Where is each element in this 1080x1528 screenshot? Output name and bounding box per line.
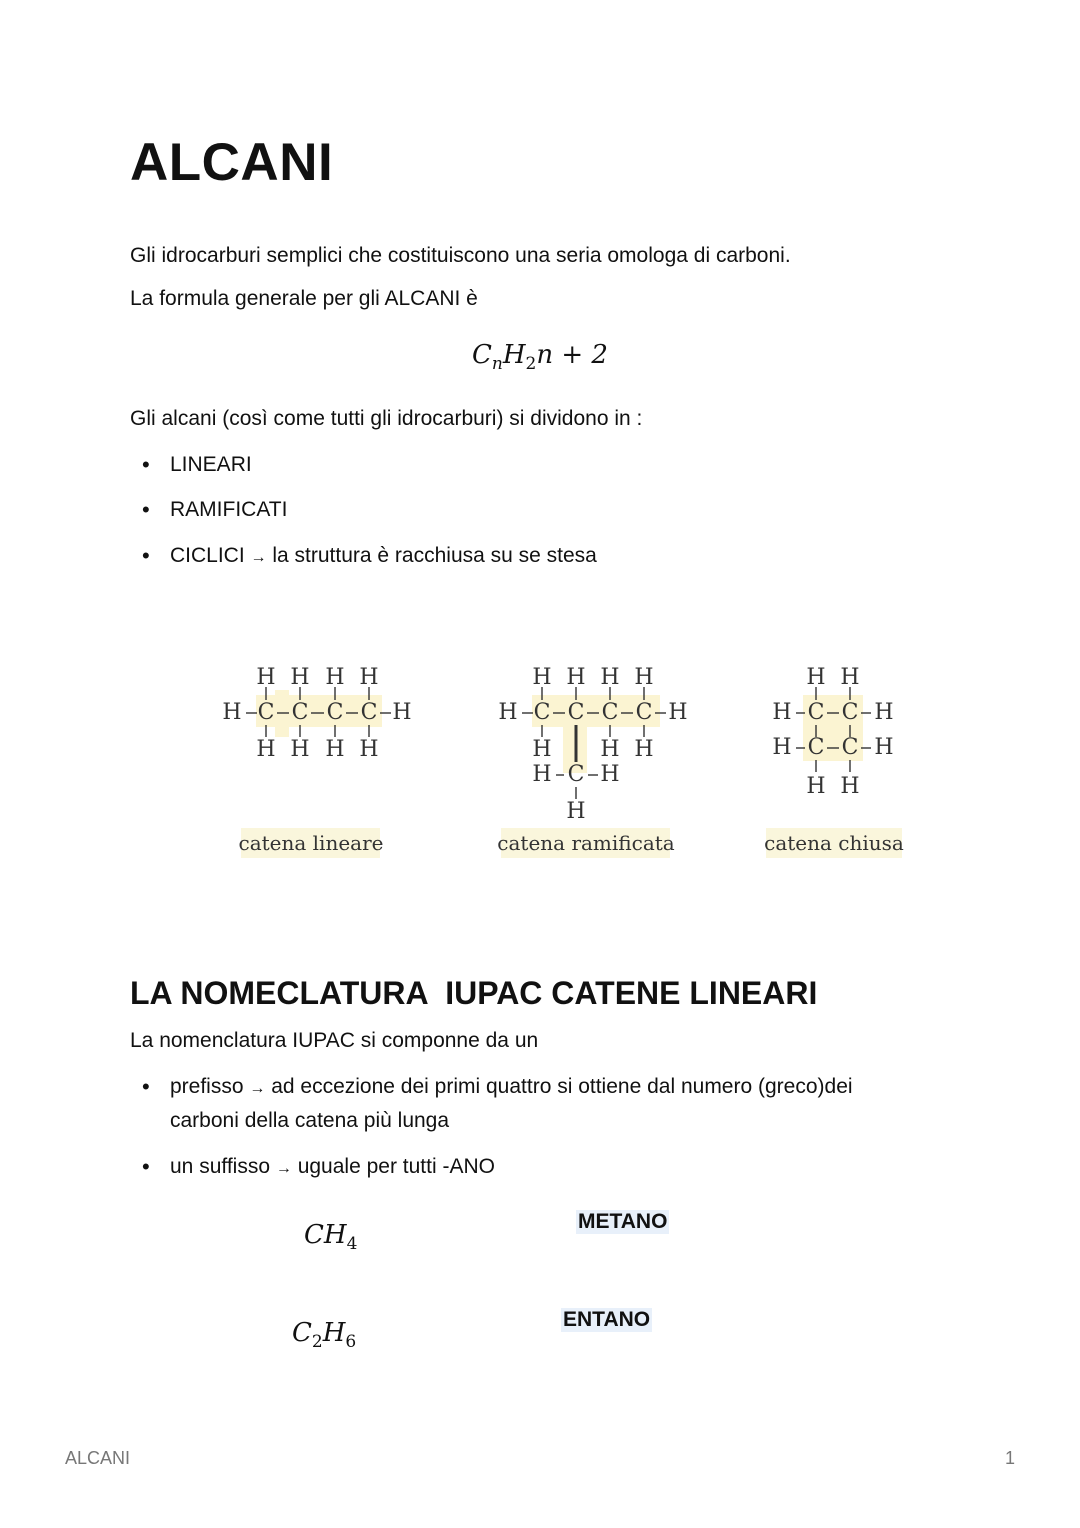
- hydrogen-atom: H: [668, 700, 688, 725]
- carbon-atom: C: [291, 700, 309, 725]
- carbon-atom: C: [841, 700, 859, 725]
- hydrogen-atom: H: [532, 737, 552, 762]
- intro-line-1: Gli idrocarburi semplici che costituiscono una seria omologa di carboni.: [130, 244, 791, 267]
- hydrogen-atom: H: [256, 737, 276, 762]
- hydrogen-atom: H: [325, 665, 345, 690]
- list-item: • prefisso → ad eccezione dei primi quattro si ottiene dal numero (greco)dei carboni della catena più lunga: [130, 1071, 910, 1137]
- name-methane: METANO: [578, 1210, 668, 1233]
- hydrogen-atom: H: [600, 762, 620, 787]
- hydrogen-atom: H: [498, 700, 518, 725]
- hydrogen-atom: H: [256, 665, 276, 690]
- carbon-atom: C: [533, 700, 551, 725]
- hydrogen-atom: H: [566, 665, 586, 690]
- list-item: • LINEARI: [130, 449, 910, 481]
- list-item: • RAMIFICATI: [130, 494, 910, 526]
- carbon-atom: C: [807, 735, 825, 760]
- section-heading-nomenclature: LA NOMECLATURA IUPAC CATENE LINEARI: [130, 975, 818, 1011]
- carbon-atom: C: [601, 700, 619, 725]
- arrow-icon: →: [275, 1160, 292, 1177]
- name-ethane: ENTANO: [563, 1308, 651, 1331]
- carbon-atom: C: [841, 735, 859, 760]
- formula-ethane: $C_2H_6$: [292, 1318, 357, 1353]
- list-item: • CICLICI → la struttura è racchiusa su se stesa: [130, 540, 910, 574]
- page-title: ALCANI: [130, 133, 334, 192]
- hydrogen-atom: H: [840, 665, 860, 690]
- caption-linear: catena lineare: [238, 831, 384, 855]
- hydrogen-atom: H: [772, 735, 792, 760]
- carbon-atom: C: [807, 700, 825, 725]
- nomenclature-list: [130, 1071, 910, 1185]
- hydrogen-atom: H: [290, 737, 310, 762]
- carbon-atom: C: [567, 700, 585, 725]
- hydrogen-atom: H: [874, 700, 894, 725]
- carbon-atom: C: [635, 700, 653, 725]
- hydrogen-atom: H: [359, 665, 379, 690]
- caption-branched: catena ramificata: [497, 831, 675, 855]
- hydrogen-atom: H: [874, 735, 894, 760]
- hydrogen-atom: H: [600, 665, 620, 690]
- arrow-icon: →: [249, 1080, 266, 1097]
- carbon-atom: C: [257, 700, 275, 725]
- carbon-atom: C: [567, 762, 585, 787]
- arrow-icon: →: [250, 549, 267, 566]
- hydrogen-atom: H: [600, 737, 620, 762]
- hydrogen-atom: H: [532, 665, 552, 690]
- division-intro: Gli alcani (così come tutti gli idrocarburi) si dividono in :: [130, 407, 643, 430]
- hydrogen-atom: H: [840, 774, 860, 799]
- hydrogen-atom: H: [806, 774, 826, 799]
- hydrogen-atom: H: [566, 799, 586, 824]
- page-number: 1: [1004, 1448, 1015, 1468]
- carbon-atom: C: [360, 700, 378, 725]
- nomenclature-intro: La nomenclatura IUPAC si componne da un: [130, 1029, 539, 1052]
- hydrogen-atom: H: [806, 665, 826, 690]
- hydrogen-atom: H: [772, 700, 792, 725]
- formula-methane: $CH_4$: [304, 1220, 358, 1255]
- hydrogen-atom: H: [325, 737, 345, 762]
- general-formula: $C_nH_2n + 2$: [472, 340, 608, 375]
- intro-line-2: La formula generale per gli ALCANI è: [130, 287, 478, 310]
- hydrogen-atom: H: [359, 737, 379, 762]
- hydrogen-atom: H: [290, 665, 310, 690]
- hydrogen-atom: H: [532, 762, 552, 787]
- hydrogen-atom: H: [634, 737, 654, 762]
- hydrogen-atom: H: [634, 665, 654, 690]
- caption-closed: catena chiusa: [764, 831, 904, 855]
- carbon-atom: C: [326, 700, 344, 725]
- list-item: • un suffisso → uguale per tutti -ANO: [130, 1151, 910, 1185]
- footer-title: ALCANI: [65, 1448, 131, 1468]
- hydrogen-atom: H: [392, 700, 412, 725]
- hydrogen-atom: H: [222, 700, 242, 725]
